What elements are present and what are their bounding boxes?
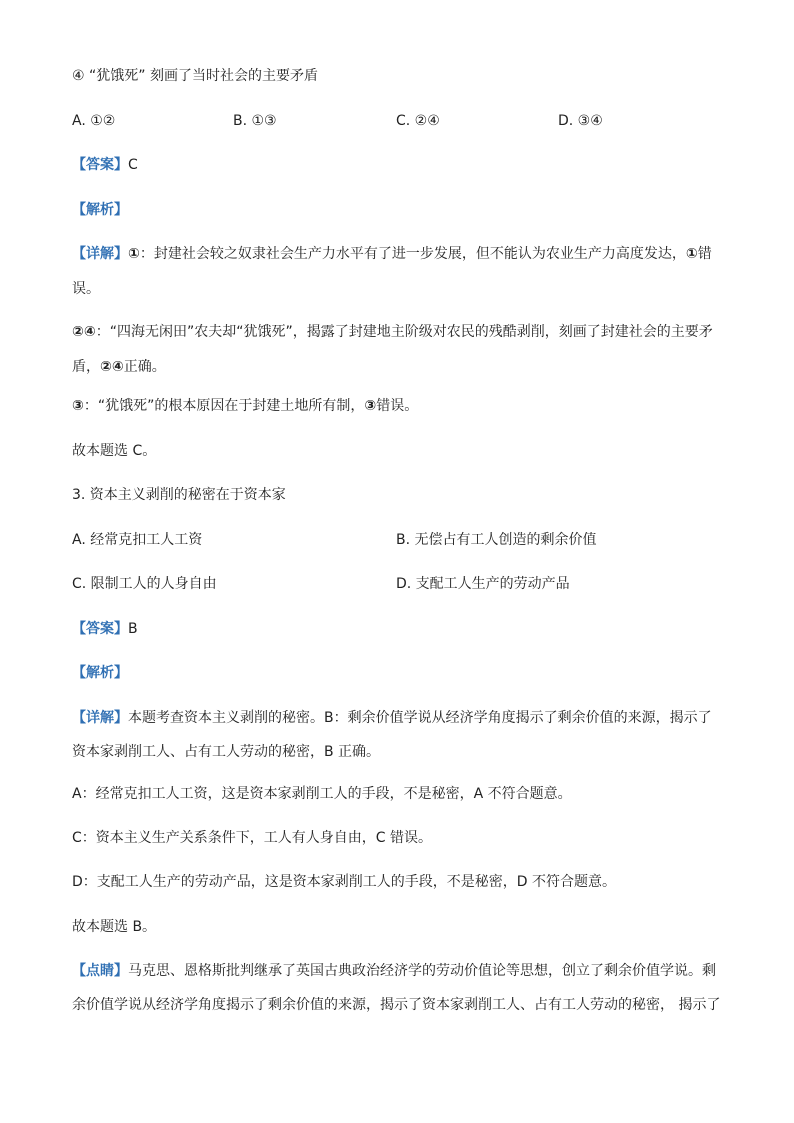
- analysis-heading: [72, 200, 128, 220]
- q3-option-a: A. 经常克扣工人工资: [72, 532, 203, 548]
- detail-paragraph-2: [72, 315, 722, 385]
- q3-option-d: D. 支配工人生产的劳动产品: [396, 576, 570, 592]
- answer-value: B: [128, 621, 138, 637]
- option-d: D. ③④: [558, 113, 603, 129]
- conclusion-q3: 故本题选 B。: [72, 919, 157, 935]
- detail-text: 错误。: [72, 246, 712, 297]
- q3-option-c: C. 限制工人的人身自由: [72, 576, 217, 592]
- answer-line: [72, 155, 138, 175]
- mark: ②④: [100, 359, 124, 375]
- q3-analysis-heading: [72, 663, 128, 683]
- mark: ③: [364, 398, 377, 414]
- answer-tag: 【答案】: [72, 621, 128, 637]
- option-b: B. ①③: [233, 113, 277, 129]
- answer-value: C: [128, 157, 138, 173]
- q3-line-c: C：资本主义生产关系条件下，工人有人身自由，C 错误。: [72, 830, 432, 846]
- option-c: C. ②④: [396, 113, 440, 129]
- detail-tag: 【详解】: [72, 710, 128, 726]
- option-a: A. ①②: [72, 113, 116, 129]
- detail-text: 本题考查资本主义剥削的秘密。B：剩余价值学说从经济学角度揭示了剩余价值的来源，揭示了资本家剥削工人、占有工人劳动的秘密，B 正确。: [72, 710, 712, 760]
- detail-text: ：“四海无闲田”农夫却“犹饿死”，揭露了封建地主阶级对农民的残酷剥削，刻画了封建社会的主要矛盾，: [72, 324, 713, 375]
- conclusion-q2: 故本题选 C。: [72, 443, 157, 459]
- q3-option-b: B. 无偿占有工人创造的剩余价值: [396, 532, 597, 548]
- mark: ①: [128, 246, 140, 262]
- mark: ③: [72, 398, 84, 414]
- detail-text: ：封建社会较之奴隶社会生产力水平有了进一步发展，但不能认为农业生产力高度发达，: [139, 246, 686, 262]
- mark: ②④: [72, 324, 96, 340]
- q3-answer-line: [72, 619, 138, 639]
- point-paragraph: [72, 954, 724, 1022]
- analysis-tag: 【解析】: [72, 202, 128, 218]
- mark: ①: [685, 246, 698, 262]
- question-3-stem: 3. 资本主义剥削的秘密在于资本家: [72, 487, 286, 503]
- answer-tag: 【答案】: [72, 157, 128, 173]
- detail-text: 正确。: [123, 359, 166, 375]
- detail-paragraph-1: [72, 237, 722, 307]
- detail-tag: 【详解】: [72, 246, 128, 262]
- analysis-tag: 【解析】: [72, 665, 128, 681]
- detail-paragraph-3: [72, 396, 418, 416]
- point-tag: 【点睛】: [72, 963, 128, 979]
- point-text: 马克思、恩格斯批判继承了英国古典政治经济学的劳动价值论等思想，创立了剩余价值学说。剩余价值学说从经济学角度揭示了剩余价值的来源，揭示了资本家剥削工人、占有工人劳动的秘密， 揭示了: [72, 963, 721, 1013]
- statement-4: ④ “犹饿死” 刻画了当时社会的主要矛盾: [72, 68, 318, 84]
- detail-text: ：“犹饿死”的根本原因在于封建土地所有制，: [83, 398, 365, 414]
- q3-line-d: D：支配工人生产的劳动产品，这是资本家剥削工人的手段，不是秘密，D 不符合题意。: [72, 874, 617, 890]
- detail-text: 错误。: [376, 398, 419, 414]
- q3-detail-paragraph: [72, 701, 724, 769]
- q3-line-a: A：经常克扣工人工资，这是资本家剥削工人的手段，不是秘密，A 不符合题意。: [72, 786, 572, 802]
